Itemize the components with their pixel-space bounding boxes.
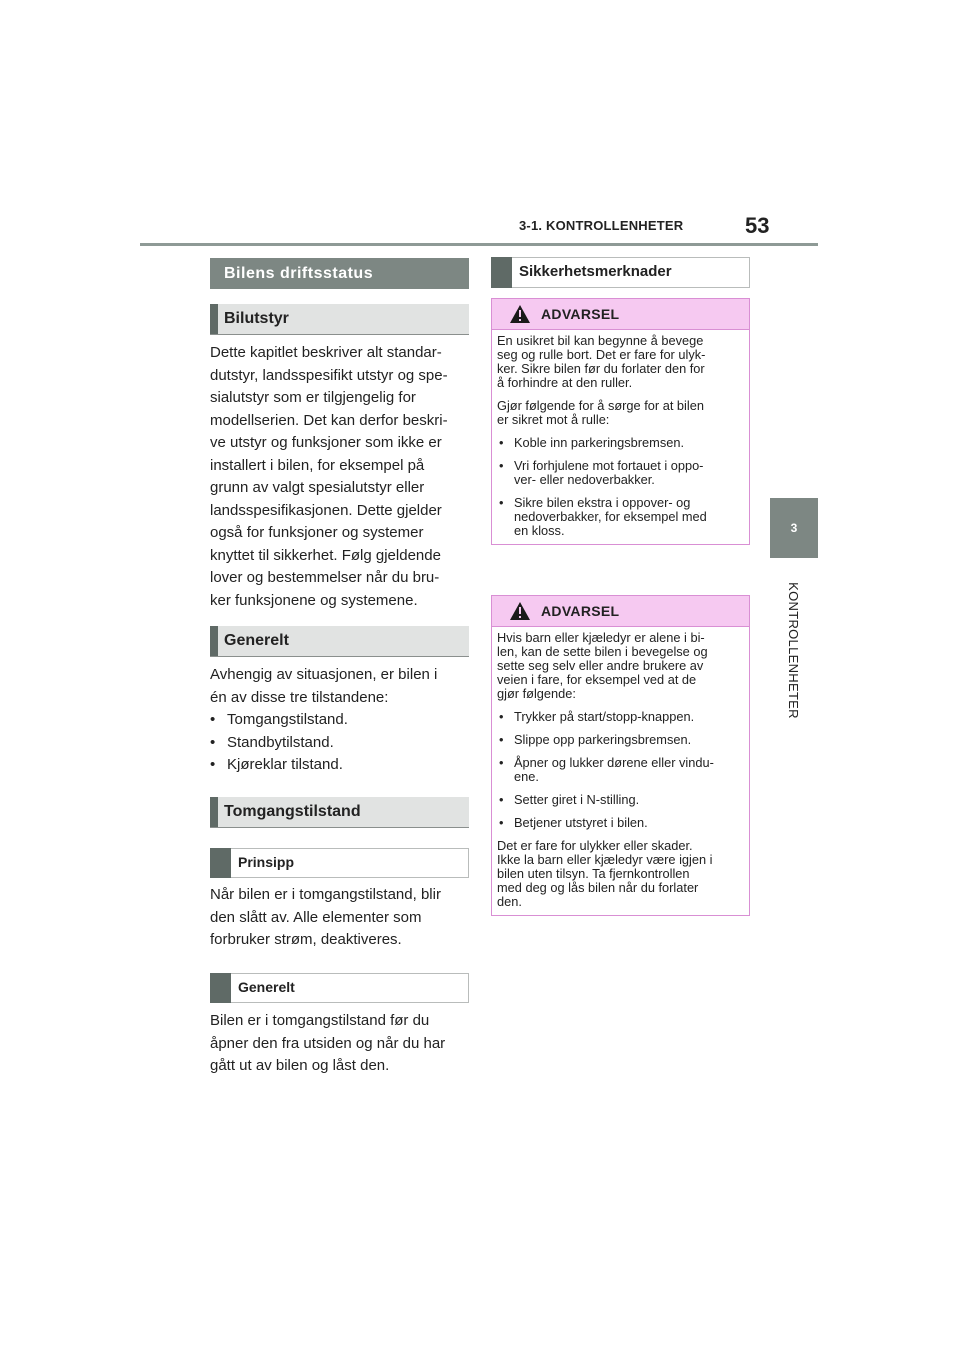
subheading-bar [210,848,231,878]
warning-triangle-icon [509,601,531,621]
text-line: Koble inn parkeringsbremsen. [514,435,685,450]
list-item [497,756,743,784]
text-line: sette seg selv eller andre brukere av [497,658,704,673]
text-line: sialutstyr som er tilgjengelig for [210,389,416,406]
list-item [497,733,743,747]
warning-paragraph [497,334,743,390]
text-line: én av disse tre tilstandene: [210,688,389,706]
text-line: Sikre bilen ekstra i oppover- og [514,495,691,510]
text-line: Avhengig av situasjonen, er bilen i [210,666,438,683]
text-line: len, kan de sette bilen i bevegelse og [497,644,708,659]
text-line: lover og bestemmelser når du bru- [210,569,440,586]
list-item [210,709,472,732]
list-item-text [514,756,714,784]
list-item-text: Standbytilstand. [227,733,334,751]
heading-bilutstyr [210,304,469,335]
subheading-text: Generelt [238,979,295,995]
text-line: Bilen er i tomgangstilstand før du [210,1012,430,1029]
heading-generelt [210,626,469,657]
text-line: Gjør følgende for å sørge for at bilen [497,398,704,413]
text-line: Betjener utstyret i bilen. [514,815,648,830]
header-rule [140,243,818,246]
text-line: ker. Sikre bilen før du forlater den for [497,361,705,376]
text-line: Ikke la barn eller kjæledyr være igjen i [497,852,713,867]
text-line: den slått av. Alle elementer som [210,908,422,926]
bullet-icon: • [499,792,504,807]
heading-text: Bilutstyr [224,310,289,327]
chapter-label [753,565,833,735]
bullet-icon: • [499,458,504,473]
warning-title: ADVARSEL [541,603,620,619]
bullet-icon: • [499,732,504,747]
text-line: modellserien. Det kan derfor beskri- [210,411,448,429]
warning-header [492,299,749,330]
list-item [497,816,743,830]
list-item-text [514,816,648,830]
text-line: Det er fare for ulykker eller skader. [497,838,693,853]
text-line: landsspesifikasjonen. Dette gjelder [210,501,442,519]
list-item-text [514,733,691,747]
text-line: Trykker på start/stopp-knappen. [514,709,695,724]
warning-paragraph [497,399,743,427]
text-line: åpner den fra utsiden og når du har [210,1034,446,1052]
generelt-paragraph [210,664,472,777]
subheading-prinsipp [210,848,469,878]
bilutstyr-paragraph [210,342,472,612]
prinsipp-paragraph [210,884,472,952]
list-item [497,459,743,487]
text-line: bilen uten tilsyn. Ta fjernkontrollen [497,866,690,881]
text-line: Setter giret i N-stilling. [514,792,640,807]
text-line: Hvis barn eller kjæledyr er alene i bi- [497,630,705,645]
text-line: seg og rulle bort. Det er fare for ulyk- [497,347,706,362]
bullet-icon: • [499,495,504,510]
list-item [210,732,472,755]
text-line: Vri forhjulene mot fortauet i oppo- [514,458,704,473]
text-line: ker funksjonene og systemene. [210,591,418,609]
text-line: også for funksjoner og systemer [210,524,424,541]
chapter-label-text: KONTROLLENHETER [785,581,801,719]
text-line: grunn av valgt spesialutstyr eller [210,479,425,496]
chapter-tab [770,498,818,558]
subheading-bar [210,973,231,1003]
text-line: Slippe opp parkeringsbremsen. [514,732,692,747]
bullet-icon: • [499,755,504,770]
list-item [210,754,472,777]
list-item [497,496,743,538]
text-line: gjør følgende: [497,686,576,701]
page-number: 53 [745,213,770,238]
list-item-text [514,436,684,450]
heading-bar [210,626,218,656]
text-line: knyttet til sikkerhet. Følg gjeldende [210,546,441,564]
bullet-icon: • [499,815,504,830]
text-line: å forhindre at den ruller. [497,375,633,390]
section-title: 3-1. KONTROLLENHETER [519,218,684,233]
heading-tomgangstilstand [210,797,469,828]
list-item-text [514,496,707,538]
heading-text: Tomgangstilstand [224,803,361,820]
tomgang-generelt-paragraph [210,1010,472,1078]
main-heading: Bilens driftsstatus [210,258,469,289]
text-line: med deg og lås bilen når du forlater [497,880,699,895]
chapter-number: 3 [790,521,798,535]
list-item-text [514,710,694,724]
subheading-text: Sikkerhetsmerknader [519,263,672,280]
heading-bar [210,797,218,827]
warning-box-rolling [491,298,750,545]
warning-triangle-icon [509,304,531,324]
bullet-icon: • [210,711,216,728]
warning-body [492,330,749,544]
text-line: Åpner og lukker dørene eller vindu- [514,755,714,770]
text-line: en kloss. [514,523,565,538]
warning-header [492,596,749,627]
heading-bar [210,304,218,334]
text-line: veien i fare, for eksempel ved at de [497,672,697,687]
warning-body [492,627,749,915]
text-line: gått ut av bilen og låst den. [210,1057,390,1074]
text-line: ene. [514,769,539,784]
text-line: En usikret bil kan begynne å bevege [497,333,704,348]
text-line: ver- eller nedoverbakker. [514,472,655,487]
list-item-text [514,793,639,807]
heading-sikkerhetsmerknader [491,257,750,288]
bullet-icon: • [499,435,504,450]
subheading-bar [491,257,512,288]
text-line: dutstyr, landsspesifikt utstyr og spe- [210,366,448,384]
heading-text: Generelt [224,632,289,649]
list-item [497,710,743,724]
bullet-icon: • [210,733,216,751]
text-line: Når bilen er i tomgangstilstand, blir [210,886,441,903]
list-item [497,793,743,807]
text-line: nedoverbakker, for eksempel med [514,509,707,524]
warning-title: ADVARSEL [541,306,620,322]
warning-box-children [491,595,750,916]
subheading-text: Prinsipp [238,854,295,870]
warning-paragraph [497,839,743,909]
bullet-icon: • [499,709,504,724]
text-line: er sikret mot å rulle: [497,412,610,427]
list-item-text: Tomgangstilstand. [227,711,348,728]
subheading-generelt [210,973,469,1003]
list-item-text: Kjøreklar tilstand. [227,756,343,773]
list-item [497,436,743,450]
text-line: forbruker strøm, deaktiveres. [210,931,402,948]
bullet-icon: • [210,756,216,773]
text-line: Dette kapitlet beskriver alt standar- [210,344,442,361]
text-line: den. [497,894,522,909]
text-line: installert i bilen, for eksempel på [210,456,425,474]
text-line: ve utstyr og funksjoner som ikke er [210,434,442,451]
warning-paragraph [497,631,743,701]
list-item-text [514,459,703,487]
